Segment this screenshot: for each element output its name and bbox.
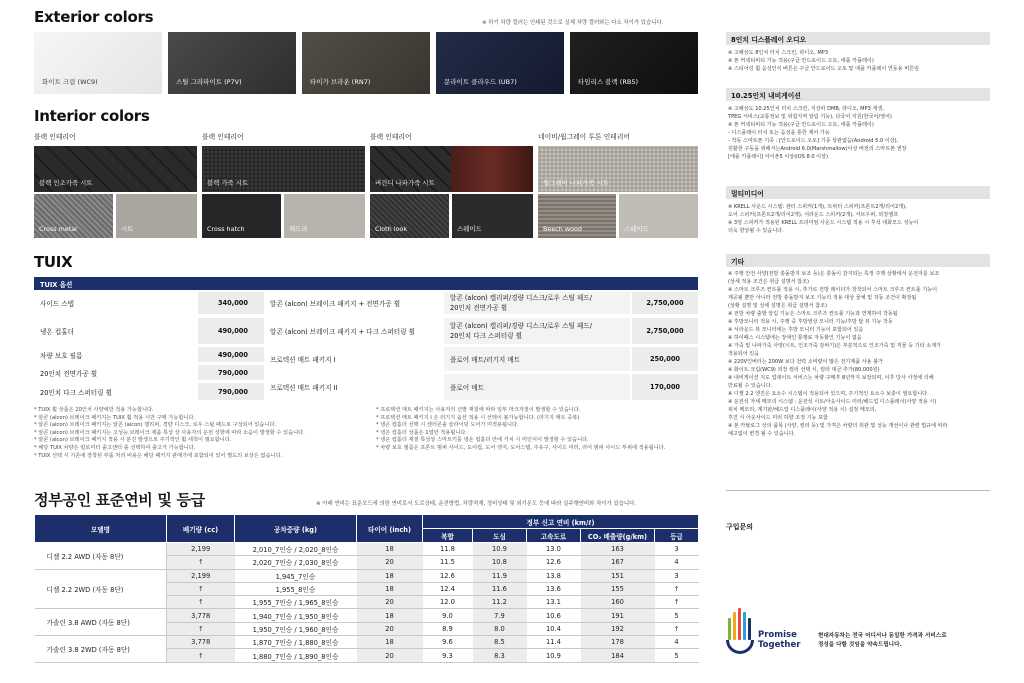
cell-tire: 18: [357, 543, 423, 556]
cell-weight: 1,955_8인승: [235, 582, 357, 595]
cell-highway: 13.6: [527, 582, 581, 595]
tuix-package-name: 프로텍션 매트 패키지 I: [270, 356, 336, 364]
swatch-white-cream[interactable]: [34, 32, 162, 94]
cell-disp: 2,199: [167, 569, 235, 582]
cell-combined: 9.3: [423, 649, 473, 662]
exterior-note: ※ 하기 차량 컬러는 인쇄된 것으로 실제 차량 컬러와는 다소 차이가 있습니다.: [482, 20, 664, 26]
promise-text-line: 정성을 다할 것임을 약속드립니다.: [818, 642, 902, 648]
tuix-package-price: 250,000: [632, 347, 698, 371]
interior-main-tile-burgundy[interactable]: [451, 146, 533, 192]
spec-line: TPEG 서비스(교통정보 및 위험지역 알림 기능), 다국어 지원(한국어/영어): [728, 114, 892, 120]
tuix-note: * 알콘 (alcon) 브레이크 패키지는 고성능 브레이크 제품 특성 상 사용자의 운전 성향에 따라 소음이 발생할 수 있습니다.: [34, 429, 305, 436]
tuix-note: * TUIX 선택 시 기존에 장착된 부품 처리 비용은 해당 패키지 판매가에 포함되어 있어 별도의 보상은 없습니다.: [34, 452, 283, 459]
tuix-item-name: 사이드 스텝: [40, 300, 74, 308]
cell-weight: 1,940_7인승 / 1,950_8인승: [235, 609, 357, 622]
cell-weight: 1,955_7인승 / 1,965_8인승: [235, 596, 357, 609]
cell-co2: 191: [581, 609, 655, 622]
tuix-note: * 냉온 컵홀더 상품은 1열만 적용됩니다.: [376, 429, 467, 436]
promise-together-logo-icon: [726, 614, 754, 654]
tuix-package-detail-line: 알콘 (alcon) 캘리퍼/경량 디스크/로우 스틸 패드/: [450, 294, 592, 302]
cell-highway: 13.1: [527, 596, 581, 609]
interior-sub-tile[interactable]: [284, 194, 365, 238]
swatch-label: 문라이트 클라우드 (UB7): [444, 78, 517, 86]
swatch-label: 타임리스 블랙 (RB5): [578, 78, 638, 86]
cell-combined: 12.4: [423, 582, 473, 595]
spec-line: ※ 스마트 크루즈 컨트롤 적용 시, 추가로 전방 레이더가 장착되어 스마트 크루즈 컨트롤 기능이: [728, 287, 937, 293]
tuix-package-name: 프로텍션 매트 패키지 II: [270, 384, 338, 392]
interior-group-label: 네이비/웜그레이 투톤 인테리어: [538, 133, 630, 141]
tuix-package-detail-line: 알콘 (alcon) 캘리퍼/경량 디스크/로우 스틸 패드/: [450, 322, 592, 330]
cell-combined: 12.6: [423, 569, 473, 582]
spec-line: ※ 고해상도 8인치 터치 스크린, 라디오, MP3: [728, 50, 829, 56]
tuix-package-name: 알콘 (alcon) 브레이크 패키지 + 다크 스퍼터링 휠: [270, 328, 415, 336]
cell-tire: 18: [357, 636, 423, 649]
cell-highway: 13.0: [527, 543, 581, 556]
divider: [726, 490, 990, 491]
cell-co2: 192: [581, 622, 655, 635]
spec-line: - 작동 스마트폰 기종 : [안드로이드 오토] 기종 상관없음(Android 5.0 이상),: [728, 138, 899, 144]
spec-line: (상세 적용 조건은 취급 설명서 참조): [728, 279, 809, 285]
table-row: [35, 569, 699, 582]
interior-group-label: 블랙 인테리어: [34, 133, 76, 141]
interior-sub-tile[interactable]: [538, 194, 616, 238]
nav-body: [728, 105, 990, 161]
cell-grade: 3: [655, 543, 699, 556]
spec-line: ※ 폰 커넥티비티 기능 적용(구글 안드로이드 오토, 애플 카플레이): [728, 58, 874, 64]
cell-weight: 2,010_7인승 / 2,020_8인승: [235, 543, 357, 556]
interior-sub-label: Cloth look: [375, 225, 408, 233]
cell-highway: 12.6: [527, 556, 581, 569]
audio-body: [728, 49, 990, 73]
interior-title: Interior colors: [34, 107, 150, 125]
cell-weight: 1,870_7인승 / 1,880_8인승: [235, 636, 357, 649]
interior-sub-tile[interactable]: [370, 194, 449, 238]
tuix-item-name: 차량 보호 필름: [40, 351, 83, 360]
cell-grade: 5: [655, 649, 699, 662]
tuix-note: * 차량 보호 필름은 프론트 범퍼 사이드, 도어컵, 도어 엣지, 도어스텝, 주유구, 사이드 미러, 리어 범퍼 사이드 부위에 적용됩니다.: [376, 444, 666, 451]
cell-city: 11.2: [473, 596, 527, 609]
spec-line: (상황 설명 및 상세 설명은 취급 설명서 참조): [728, 303, 827, 309]
tuix-package-name: 알콘 (alcon) 브레이크 패키지 + 전면가공 휠: [270, 300, 401, 308]
multimedia-body: [728, 203, 990, 235]
spec-line: ※ 스티어링 휠 음성인식 버튼은 구글 안드로이드 오토 및 애플 카플레이 연동용 버튼임: [728, 66, 919, 72]
tuix-package-detail: [444, 318, 630, 344]
multimedia-heading: 멀티미디어: [726, 186, 990, 199]
cell-combined: 11.8: [423, 543, 473, 556]
header-co2: CO₂ 배출량(g/km): [581, 529, 655, 543]
spec-line: 더욱 향상될 수 있습니다.: [728, 228, 784, 234]
interior-main-tile[interactable]: [538, 146, 698, 192]
promise-together-wordmark: [758, 630, 800, 650]
tuix-note: * 알콘 (alcon) 브레이크 패키지는 알콘 (alcon) 캘리퍼, 경량 디스크, 로우 스틸 패드로 구성되어 있습니다.: [34, 422, 276, 429]
header-tire: 타이어 (inch): [357, 515, 423, 543]
interior-sub-label: 헤드라: [289, 225, 308, 233]
cell-co2: 167: [581, 556, 655, 569]
cell-co2: 151: [581, 569, 655, 582]
cell-city: 11.6: [473, 582, 527, 595]
spec-line: ※ 화이트 크림(WC9) 외장 컬러 선택 시, 컬러 대금 추가(80,000원): [728, 367, 880, 373]
tuix-note: * 해당 TUIX 차량은 킬로미터 출고센터 출 선택하여 출고가 가능합니다.: [34, 444, 196, 451]
cell-co2: 163: [581, 543, 655, 556]
cell-grade: ↑: [655, 582, 699, 595]
tuix-item-price: 340,000: [198, 292, 264, 314]
swatch-label: 스틸 그라파이트 (P7V): [176, 78, 242, 86]
tuix-package-detail: 플로어 매트: [444, 374, 630, 400]
cell-grade: 4: [655, 556, 699, 569]
tuix-note: * 냉온 컵홀더 재질 특성상 스마트키를 냉온 컵홀더 안에 거치 시 미인식이 발생할 수 있습니다.: [376, 437, 589, 444]
cell-disp: 3,778: [167, 636, 235, 649]
spec-line: ※ 220V인버터는 200W 보다 전력 소비량이 많은 전기제품 사용 불가: [728, 359, 884, 365]
cell-combined: 8.9: [423, 622, 473, 635]
cell-highway: 10.9: [527, 649, 581, 662]
tuix-notes-left: [34, 407, 305, 460]
swatch-moonlight-cloud[interactable]: [436, 32, 564, 94]
cell-grade: ↑: [655, 622, 699, 635]
cell-tire: 18: [357, 569, 423, 582]
cell-combined: 9.0: [423, 609, 473, 622]
swatch-taiga-brown[interactable]: [302, 32, 430, 94]
interior-main-label: 블랙 인조가죽 시트: [39, 179, 93, 187]
interior-main-tile[interactable]: [202, 146, 365, 192]
interior-main-tile[interactable]: [370, 146, 451, 192]
tuix-package-price: 2,750,000: [632, 292, 698, 314]
cell-city: 8.0: [473, 622, 527, 635]
cell-weight: 1,880_7인승 / 1,890_8인승: [235, 649, 357, 662]
cell-city: 11.9: [473, 569, 527, 582]
cell-city: 10.9: [473, 543, 527, 556]
interior-main-label: 버건디 나파가죽 시트: [375, 179, 435, 187]
tuix-item-name: 20인치 전면가공 휠: [40, 369, 98, 378]
spec-line: ※ 하이패스 시스템에는 장애인 통행료 자동할인 기능이 없음: [728, 335, 862, 341]
swatch-steel-graphite[interactable]: [168, 32, 296, 94]
etc-heading: 기타: [726, 254, 990, 267]
tuix-item-price: 790,000: [198, 365, 264, 380]
tuix-options-bar: TUIX 옵션: [34, 277, 698, 290]
cell-grade: 5: [655, 609, 699, 622]
spec-line: ※ 가죽 및 나파가죽 사양(시트, 인조가죽 감싸기)은 부분적으로 인조가죽 및 직물 등 기타 소재가: [728, 343, 941, 349]
tuix-item-price: 490,000: [198, 318, 264, 344]
interior-group-label: 블랙 인테리어: [370, 133, 412, 141]
cell-tire: 20: [357, 622, 423, 635]
header-fuel-group: 정부 신고 연비 (km/ℓ): [423, 515, 699, 529]
cell-disp: ↑: [167, 596, 235, 609]
cell-highway: 10.6: [527, 609, 581, 622]
cell-co2: 160: [581, 596, 655, 609]
cell-grade: 4: [655, 636, 699, 649]
tuix-item-price: 790,000: [198, 383, 264, 400]
cell-model: 가솔린 3.8 2WD (자동 8단): [35, 636, 167, 663]
spec-line: [애플 카플레이] 아이폰5 이상(iOS 8.0 이상): [728, 154, 829, 160]
swatch-label: 타이가 브라운 (RN7): [310, 78, 371, 86]
interior-sub-label: Cross hatch: [207, 225, 245, 233]
spec-line: 만료될 수 있습니다.: [728, 383, 773, 389]
tuix-note: * 프로텍션 매트 패키지는 사용자의 신발 재질에 따라 일부 마크자질이 발생할 수 있습니다.: [376, 407, 581, 413]
cell-highway: 13.8: [527, 569, 581, 582]
promise-text: [818, 632, 947, 650]
tuix-note: * TUIX 휠 상품은 20인치 사양에만 적용 가능합니다.: [34, 407, 154, 413]
tuix-item-name: 냉온 컵홀더: [40, 328, 74, 336]
cell-co2: 178: [581, 636, 655, 649]
cell-disp: ↑: [167, 556, 235, 569]
interior-sub-tile[interactable]: [202, 194, 281, 238]
cell-city: 10.8: [473, 556, 527, 569]
cell-city: 7.9: [473, 609, 527, 622]
header-combined: 복합: [423, 529, 473, 543]
interior-main-tile[interactable]: [34, 146, 197, 192]
spec-line: 제공될 뿐만 아니라 전방 충돌방지 보조 기능의 적용 대상 물체 및 작동 조건이 확장됨: [728, 295, 917, 301]
promise-word: Promise: [758, 630, 797, 640]
cell-co2: 155: [581, 582, 655, 595]
spec-line: ※ 폰 커넥티비티 기능 적용(구글 안드로이드 오토, 애플 카플레이): [728, 122, 874, 128]
spec-line: ※ KRELL 사운드 시스템: 센터 스피커(1개), 트위터 스피커(프론트2개/리어2개),: [728, 204, 907, 210]
cell-disp: ↑: [167, 582, 235, 595]
cell-model: 디젤 2.2 AWD (자동 8단): [35, 543, 167, 570]
fuel-table: [34, 514, 699, 663]
cell-model: 디젤 2.2 2WD (자동 8단): [35, 569, 167, 609]
etc-body: [728, 270, 990, 438]
interior-sub-label: 스웨이드: [457, 225, 482, 233]
tuix-item-price: 490,000: [198, 347, 264, 362]
spec-line: ※ 디젤 2.2 엔진은 요소수 시스템이 적용되어 있으며, 주기적인 요소수 보충이 필요합니다.: [728, 391, 929, 397]
tuix-note: * 프로텍션 매트 패키지 I 은 러기지 옵션 적용 시 선택이 불가능합니다. (러기지 매트 중복): [376, 414, 580, 421]
spec-line: 원활한 구동을 위해서는Android 6.0(Marshmallow)이상 버전의 스마트폰 권장: [728, 146, 907, 152]
spec-line: ※ 내비게이션 지도 업데이트 서비스는 차량 구매후 8년까지 보장되며, 이후 당사 사정에 의해: [728, 375, 934, 381]
spec-line: ※ 3열 스피커가 적용된 KRELL 프리미엄 사운드 시스템 적용 시 후석 대화모드 성능이: [728, 220, 919, 226]
fuel-note: ※ 아래 연비는 표준모드에 의한 연비로서 도로상태, 운전방법, 차량적재, 정비상태 및 외기온도 등에 따라 실주행연비와 차이가 있습니다.: [316, 501, 636, 507]
interior-sub-label: 스웨이드: [624, 225, 649, 233]
header-displacement: 배기량 (cc): [167, 515, 235, 543]
spec-line: 예고없이 변경 될 수 있습니다.: [728, 431, 796, 437]
spec-line: ※ 주행 안전 사양(전방 충돌방지 보조 등)은 충돌이 감지되는 특정 주행 상황에서 운전자를 보조: [728, 271, 940, 277]
cell-city: 8.3: [473, 649, 527, 662]
tuix-package-detail-line: 20인치 다크 스퍼터링 휠: [450, 332, 523, 340]
cell-highway: 11.4: [527, 636, 581, 649]
tuix-package-detail: 플로어 매트/러기지 매트: [444, 347, 630, 371]
cell-highway: 10.4: [527, 622, 581, 635]
cell-tire: 20: [357, 556, 423, 569]
cell-disp: 2,199: [167, 543, 235, 556]
interior-sub-label: 시트: [121, 225, 134, 233]
fuel-title: 정부공인 표준연비 및 등급: [34, 491, 205, 509]
tuix-item-name: 20인치 다크 스퍼터링 휠: [40, 388, 113, 397]
interior-sub-tile[interactable]: [116, 194, 197, 238]
spec-line: 도어 스피커(프론트2개/리어2개), 서라운드 스피커(2개), 서브우퍼, 외장앰프: [728, 212, 899, 218]
cell-tire: 18: [357, 582, 423, 595]
swatch-label: 화이트 크림 (WC9): [42, 78, 98, 86]
spec-line: ※ 전방 차량 출발 알림 기능은 스마트 크루즈 컨트롤 기능과 연계하여 작동됨: [728, 311, 898, 317]
interior-main-label: 웜그레이 나파가죽 시트: [543, 179, 609, 187]
swatch-timeless-black[interactable]: [570, 32, 698, 94]
cell-weight: 1,945_7인승: [235, 569, 357, 582]
interior-sub-tile[interactable]: [452, 194, 533, 238]
cell-grade: ↑: [655, 596, 699, 609]
cell-combined: 11.5: [423, 556, 473, 569]
exterior-title: Exterior colors: [34, 8, 154, 26]
interior-group-label: 블랙 인테리어: [202, 133, 244, 141]
spec-line: ※ 고해상도 10.25인치 터치 스크린, 지상파 DMB, 라디오, MP3 재생,: [728, 106, 884, 112]
cell-tire: 18: [357, 609, 423, 622]
cell-model: 가솔린 3.8 AWD (자동 8단): [35, 609, 167, 636]
tuix-note: * 알콘 (alcon) 브레이크 패키지는 TUIX 휠 적용 시만 구매 가능합니다.: [34, 414, 196, 421]
table-row: [35, 609, 699, 622]
cell-city: 8.5: [473, 636, 527, 649]
tuix-package-detail: [444, 292, 630, 314]
together-word: Together: [758, 640, 801, 650]
interior-main-label: 블랙 가죽 시트: [207, 179, 249, 187]
tuix-note: * 냉온 컵홀더 선택 시 센터콘솔 슬라이딩 도어가 미적용됩니다.: [376, 422, 519, 429]
header-model: 모델명: [35, 515, 167, 543]
cell-weight: 2,020_7인승 / 2,030_8인승: [235, 556, 357, 569]
spec-line: ※ 운전석 자세 메모리 시스템 : 운전석 시트/아웃사이드 미러/헤드업 디스플레이(사양 적용 시): [728, 399, 937, 405]
interior-sub-tile[interactable]: [34, 194, 113, 238]
spec-line: 위치 메모리, 계기판/헤드업 디스플레이(사양 적용 시) 설정 메모리,: [728, 407, 877, 413]
tuix-note: * 알콘 (alcon) 브레이크 패키지 적용 시 분진 발생으로 주기적인 휠 세척이 필요합니다.: [34, 437, 232, 444]
cell-grade: 3: [655, 569, 699, 582]
spec-line: ※ 후방모니터 적용 시, 주행 중 후방영상 모니터 기능/후방 탑 뷰 기능 작동: [728, 319, 893, 325]
cell-co2: 184: [581, 649, 655, 662]
tuix-package-price: 2,750,000: [632, 318, 698, 344]
cell-tire: 20: [357, 649, 423, 662]
cell-disp: 3,778: [167, 609, 235, 622]
spec-line: 후진 시 아웃사이드 미러 하향 조정 기능 포함: [728, 415, 828, 421]
header-city: 도심: [473, 529, 527, 543]
header-highway: 고속도로: [527, 529, 581, 543]
cell-disp: ↑: [167, 649, 235, 662]
cell-combined: 9.6: [423, 636, 473, 649]
cell-combined: 12.0: [423, 596, 473, 609]
spec-line: - 디스플레이 터치 또는 음성을 통한 제어 가능: [728, 130, 830, 136]
header-grade: 등급: [655, 529, 699, 543]
interior-sub-label: Beech wood: [543, 225, 582, 233]
inquiry-label: 구입문의: [726, 523, 754, 531]
table-row: [35, 636, 699, 649]
nav-heading: 10.25인치 내비게이션: [726, 88, 990, 101]
audio-heading: 8인치 디스플레이 오디오: [726, 32, 990, 45]
tuix-package-price: 170,000: [632, 374, 698, 400]
interior-sub-label: Cross metal: [39, 225, 77, 233]
spec-line: 적용되어 있음: [728, 351, 760, 357]
cell-weight: 1,950_7인승 / 1,960_8인승: [235, 622, 357, 635]
interior-sub-tile[interactable]: [619, 194, 698, 238]
header-weight: 공차중량 (kg): [235, 515, 357, 543]
spec-line: ※ 서라운드 뷰 모니터에는 후방 모니터 기능이 포함되어 있음: [728, 327, 864, 333]
promise-text-line: 현대자동차는 전국 어디서나 동일한 가격과 서비스로: [818, 633, 947, 639]
tuix-title: TUIX: [34, 253, 73, 271]
spec-line: ※ 본 카탈로그 상의 품목 (사양, 컬러 등) 및 가격은 차량의 외관 및 성능 개선이나 관련 법규에 따라: [728, 423, 948, 429]
cell-disp: ↑: [167, 622, 235, 635]
table-row: [35, 543, 699, 556]
tuix-package-detail-line: 20인치 전면가공 휠: [450, 304, 508, 312]
tuix-notes-right: [376, 407, 665, 453]
cell-tire: 20: [357, 596, 423, 609]
